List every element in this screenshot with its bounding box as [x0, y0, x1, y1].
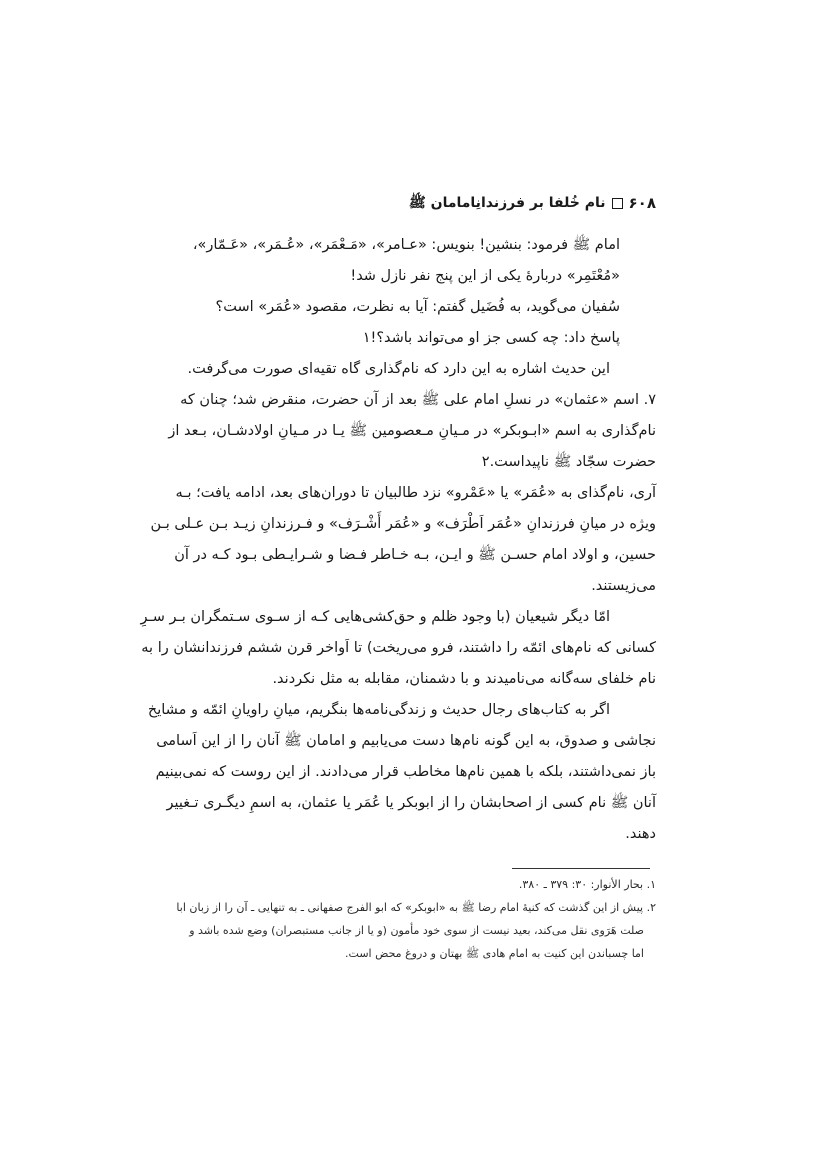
paragraph-line: نام‌گذاری به اسم «ابـوبکر» در مـیانِ مـعصومین ﷺ یـا در مـیانِ اولادشـان، بـعد از	[168, 423, 656, 439]
paragraph-line: می‌زیستند.	[591, 578, 656, 594]
text-line: پاسخ داد: چه کسی جز او می‌تواند باشد؟!۱	[362, 330, 620, 346]
footnote-2-continued: صلت هَرَوی نقل می‌کند، بعید نیست از سوی خود مأمون (و یا از جانب مستبصران) وضع شده باشد و	[189, 924, 644, 937]
body-text	[140, 230, 656, 850]
footnote-1: ۱. بحار الأنوار: ۳۰: ۳۷۹ ـ ۳۸۰.	[518, 878, 656, 891]
paragraph-line: ویژه در میانِ فرزندانِ «عُمَر اَطْرَف» و «عُمَر أَشْـرَف» و فـرزندانِ زیـد بـن عـلی بـن	[150, 516, 656, 532]
square-bullet-icon	[612, 198, 623, 209]
paragraph-line: نجاشی و صدوق، به این گونه نام‌ها دست می‌یابیم و امامان ﷺ آنان را از این اَسامی	[156, 733, 656, 749]
paragraph-line: حضرت سجّاد ﷺ ناپیداست.۲	[481, 454, 656, 470]
paragraph-line: نام خلفای سه‌گانه می‌نامیدند و با دشمنان، مقابله به مثل نکردند.	[272, 671, 656, 687]
paragraph-line: این حدیث اشاره به این دارد که نام‌گذاری گاه تقیه‌ای صورت می‌گرفت.	[187, 361, 610, 377]
text-line: امام ﷺ فرمود: بنشین! بنویس: «عـامر»، «مَـعْمَر»، «عُـمَر»، «عَـمّار»،	[192, 237, 620, 253]
footnote-divider	[512, 868, 650, 869]
paragraph-line: آنان ﷺ نام کسی از اصحابشان را از ابوبکر یا عُمَر یا عثمان، به اسمِ دیگـری تـغییر	[166, 795, 656, 811]
running-header	[176, 193, 656, 213]
paragraph-line: باز نمی‌داشتند، بلکه با همین نام‌ها مخاطب قرار می‌دادند. از این روست که نمی‌بینیم	[155, 764, 656, 780]
paragraph-line: آری، نام‌گذای به «عُمَر» یا «عَمْرو» نزد طالبیان تا دوران‌های بعد، ادامه یافت؛ بـه	[175, 485, 656, 501]
paragraph-line: اگر به کتاب‌های رجال حدیث و زندگی‌نامه‌ها بنگریم، میانِ راویانِ ائمّه و مشایخ	[147, 702, 610, 718]
footnotes	[174, 873, 656, 965]
page-number: ۶۰۸	[628, 194, 656, 212]
text-line: «مُعْتَمِر» دربارهٔ یکی از این پنج نفر نازل شد!	[350, 268, 620, 284]
paragraph-line: امّا دیگر شیعیان (با وجود ظلم و حق‌کشی‌هایی کـه از سـوی سـتمگران بـر سـرِ	[140, 609, 610, 625]
paragraph-line: کسانی که نام‌های ائمّه را داشتند، فرو می‌ریخت) تا اَواخر قرن ششم فرزندانشان را به	[141, 640, 656, 656]
paragraph-line: ۷. اسم «عثمان» در نسلِ امام علی ﷺ بعد از آن حضرت، منقرض شد؛ چنان که	[180, 392, 656, 408]
paragraph-line: حسین، و اولاد امام حسـن ﷺ و ایـن، بـه خـاطر فـضا و شـرایـطی بـود کـه در آن	[174, 547, 656, 563]
footnote-2-continued: اما چسباندن این کنیت به امام هادی ﷺ بهتان و دروغ محض است.	[345, 947, 644, 960]
chapter-title: نام خُلفا بر فرزندانِامامان ﷺ	[408, 195, 606, 211]
text-line: سُفیان می‌گوید، به فُضَیل گفتم: آیا به نظرت، مقصود «عُمَر» است؟	[215, 299, 620, 315]
footnote-2: ۲. پیش از این گذشت که کنیهٔ امام رضا ﷺ به «ابوبکر» که ابو الفرج صفهانی ـ به تنهایی ـ آن را از زبان ابا	[176, 901, 656, 914]
paragraph-line: دهند.	[625, 826, 656, 842]
